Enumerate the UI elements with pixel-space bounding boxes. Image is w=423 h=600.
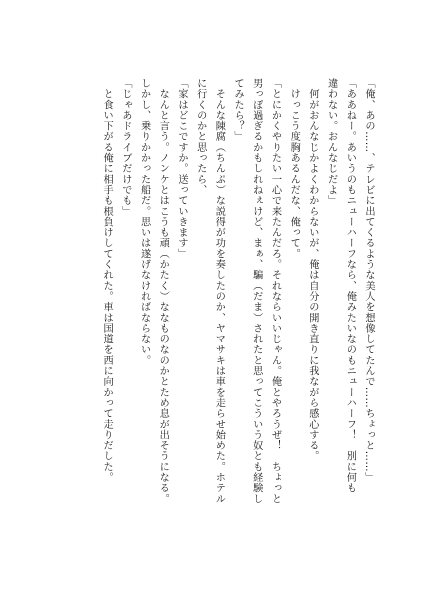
vertical-text-body	[37, 78, 377, 530]
text-line: しかし、乗りかかった船だ。思いは遂げなければならない。	[138, 78, 150, 366]
text-line: なんと言う。ノンケとはこうも頑（かたく）ななものなのかとため息が出そうになる。	[157, 78, 169, 504]
text-line: 「ああねー。あいうのもニューハーフなら、俺みたいなのもニューハーフ！ 別に何も	[344, 78, 356, 494]
text-line: けっこう度胸あるんだな、俺って。	[288, 78, 300, 260]
text-line: 違わない。おんなじだよ」	[325, 78, 337, 206]
text-line: 「家はどこですか。送っていきます」	[175, 78, 187, 260]
text-line: 男っぽ過ぎるかもしれねぇけど、まぁ、騙（だま）されたと思ってこういう奴とも経験し	[250, 78, 262, 504]
text-line: に行くのかと思ったら、	[194, 78, 206, 196]
text-line: そんな陳腐（ちんぷ）な説得が功を奏したのか、ヤマサキは車を走らせ始めた。ホテル	[213, 78, 225, 504]
text-line: 「俺、あの……、テレビに出てくるような美人を想像してたんで……ちょっと……」	[363, 78, 374, 483]
text-line: てみたら？」	[232, 78, 244, 142]
text-line: と食い下がる俺に相手も根負けしてくれた。車は国道を西に向かって走りだした。	[101, 78, 113, 483]
text-line: 「とにかくやりたい一心で来たんだろ。それならいいじゃん。俺とやろうぜ！ ちょっと	[269, 78, 281, 504]
text-line: 「じゃあドライブだけでも」	[119, 78, 131, 217]
text-line: 何がおんなじかよくわからないが、俺は自分の開き直りに我ながら感心する。	[306, 78, 318, 462]
